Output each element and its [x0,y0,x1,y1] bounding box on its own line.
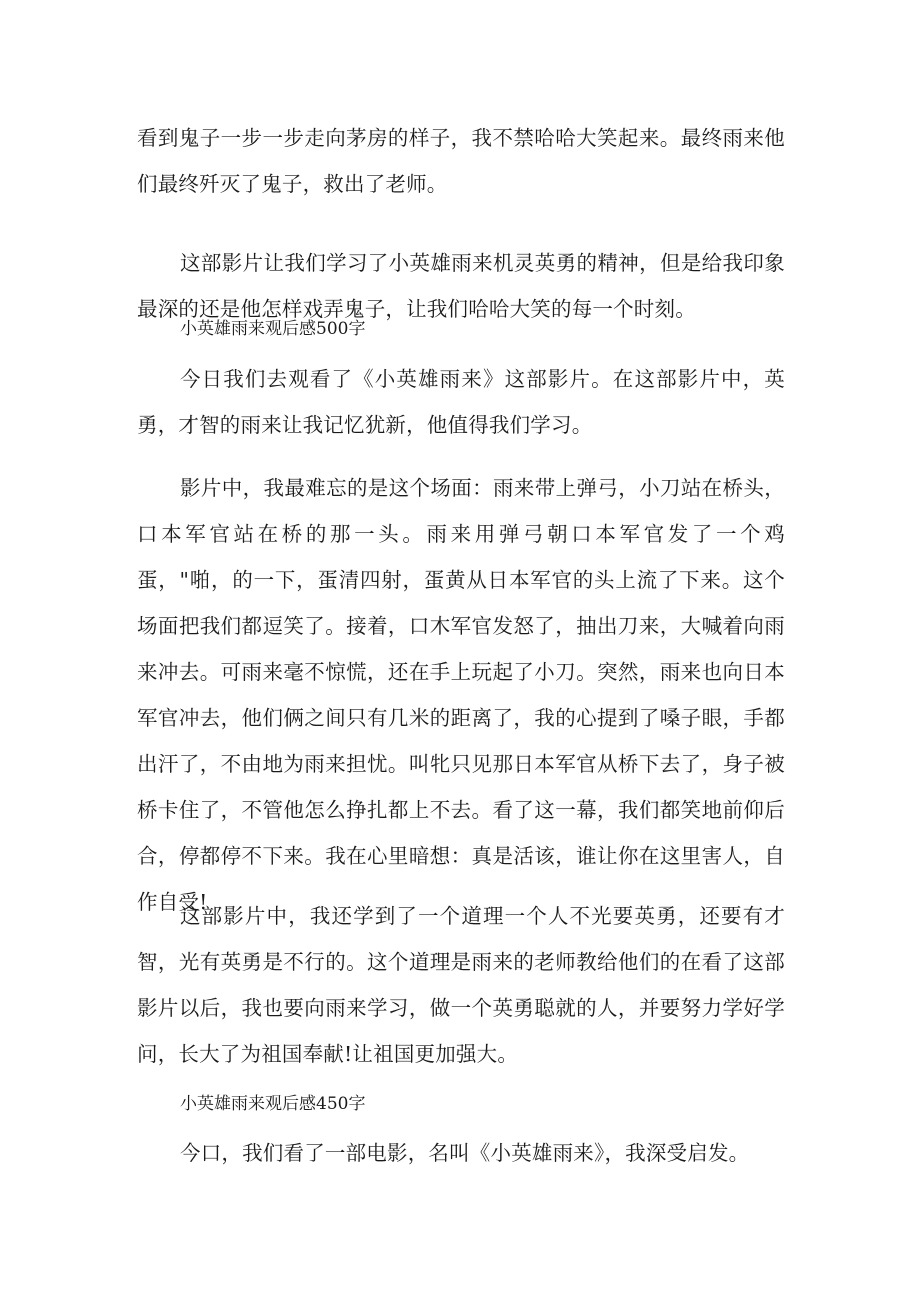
section-heading-500: 小英雄雨来观后感500字 [180,319,366,339]
paragraph-intro-500: 今日我们去观看了《小英雄雨来》这部影片。在这部影片中，英勇，才智的雨来让我记忆犹新，他值得我们学习。 [137,367,785,437]
paragraph-scene: 影片中，我最难忘的是这个场面：雨来带上弹弓，小刀站在桥头，口本军官站在桥的那一头。雨来用弹弓朝口本军官发了一个鸡蛋，"啪，的一下，蛋清四射，蛋黄从日本军官的头上流了下来。这个场面把我们都逗笑了。接着，口木军官发怒了，抽出刀来，大喊着向雨来冲去。可雨来毫不惊慌，还在手上玩起了小刀。突然，雨来也向日本军官冲去，他们俩之间只有几米的距离了，我的心提到了嗓子眼，手都出汗了，不由地为雨来担忧。叫牝只见那日本军官从桥下去了，身子被桥卡住了，不管他怎么挣扎都上不去。看了这一幕，我们都笑地前仰后合，停都停不下来。我在心里暗想：真是活该，谁让你在这里害人，自作自受! [137,476,785,914]
paragraph-intro-450: 今口，我们看了一部电影，名叫《小英雄雨来》，我深受启发。 [180,1141,750,1165]
paragraph-summary: 这部影片让我们学习了小英雄雨来机灵英勇的精神，但是给我印象最深的还是他怎样戏弄鬼子，让我们哈哈大笑的每一个时刻。 [137,251,785,321]
paragraph-lesson: 这部影片中，我还学到了一个道理一个人不光要英勇，还要有才智，光有英勇是不行的。这个道理是雨来的老师教给他们的在看了这部影片以后，我也要向雨来学习，做一个英勇聪就的人，并要努力学好学问，长大了为祖国奉献!让祖国更加强大。 [137,904,785,1066]
paragraph-continuation: 看到鬼子一步一步走向茅房的样子，我不禁哈哈大笑起来。最终雨来他们最终歼灭了鬼子，救出了老师。 [137,126,785,196]
section-heading-450: 小英雄雨来观后感450字 [180,1094,366,1114]
